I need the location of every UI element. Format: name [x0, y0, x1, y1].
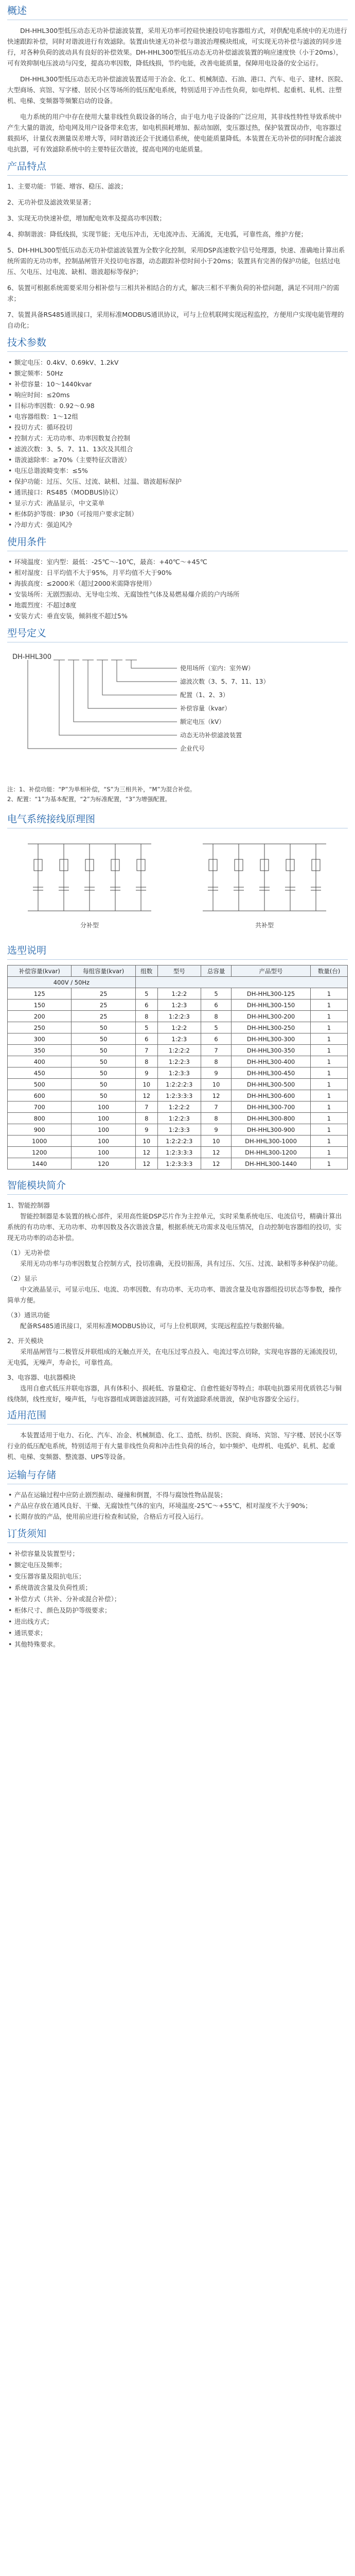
table-cell: 1	[310, 1147, 347, 1158]
param-item: • 补偿容量：10～1440kvar	[7, 379, 348, 389]
table-header: 产品型号	[232, 965, 311, 977]
wiring-right	[203, 844, 326, 911]
params-divider	[7, 351, 348, 352]
table-cell: 8	[135, 1011, 157, 1022]
feature-item: 3、实现无功快速补偿，增加配电效率及提高功率因数；	[7, 214, 166, 222]
feature-item: 5、DH-HHL300型低压动态无功补偿滤波装置为全数字化控制，采用DSP高速数字信号处理器，快速、准确地计算出系统所需的无功功率，控制晶闸管开关投切电容器，动态跟踪补偿时间小于20ms；装置具有完善的保护功能，包括过电压、欠电压、过电流、缺相、谐波超标等保护；	[7, 246, 345, 276]
table-cell: 1	[310, 1124, 347, 1136]
module-text: 智能控制器是本装置的核心部件，采用高性能DSP芯片作为主控单元，实时采集系统电压、电流信号，精确计算出系统的有功功率、无功功率、功率因数及各次谐波含量，根据系统无功需求及电压情况，自动控制电容器组的投切，实现无功功率的动态补偿。	[7, 1212, 342, 1242]
model-code-prefix: DH-HHL300	[12, 653, 52, 661]
table-cell: 1:2:3:3:3	[157, 1158, 201, 1170]
model-note	[7, 785, 348, 804]
order-section	[7, 1527, 348, 1650]
environment-item: • 地震烈度：不超过8度	[7, 600, 348, 611]
table-row	[8, 1147, 348, 1158]
features-section	[7, 160, 348, 331]
table-cell: DH-HHL300-600	[232, 1090, 311, 1101]
table-subheader: 400V / 50Hz	[8, 977, 136, 988]
module-head: （3）通讯功能	[7, 1311, 50, 1319]
table-cell: 1	[310, 1056, 347, 1067]
transport-list	[7, 1489, 348, 1522]
order-item: • 系统谐波含量及负荷性质；	[7, 1582, 348, 1594]
environment-list	[7, 556, 348, 621]
model-label: 额定电压（kV）	[180, 718, 225, 725]
overview-paragraph: 电力系统的用户中存在使用大量非线性负载设备的场合，由于电力电子设备的广泛应用，其非线性特性导致系统中产生大量的谐波，给电网及用户设备带来危害，如电机损耗增加、振动加剧，变压器过热，保护装置误动作，电容器过载损坏，计量仪表测量误差增大等，同时谐波还会干扰通信系统，使电能质量降低。本装置在无功补偿的同时配合滤波电抗器，可有效滤除系统中的主要特征次谐波，提高电网的电能质量。	[7, 113, 342, 153]
table-cell: DH-HHL300-1440	[232, 1158, 311, 1170]
table-row	[8, 1079, 348, 1090]
transport-item: • 产品在运输过程中应防止剧烈振动、碰撞和倒置，不得与腐蚀性物品混装；	[7, 1489, 348, 1500]
table-cell: 1:2:2:2:3	[157, 1136, 201, 1147]
params-title: 技术参数	[7, 337, 47, 348]
table-cell: 1:2:3	[157, 999, 201, 1011]
table-cell: 7	[201, 1045, 231, 1056]
table-cell: 120	[72, 1158, 135, 1170]
table-header: 补偿容量(kvar)	[8, 965, 72, 977]
table-cell: 1:2:2:3	[157, 1113, 201, 1124]
model-label: 配置（1、2、3）	[180, 691, 229, 699]
table-cell: 8	[201, 1113, 231, 1124]
table-cell: 25	[72, 1011, 135, 1022]
table-cell: 1:2:3:3	[157, 1124, 201, 1136]
modules-title: 智能模块简介	[7, 1180, 66, 1191]
table-cell: 1000	[8, 1136, 72, 1147]
model-code-leaders	[28, 660, 177, 749]
module-text: 采用晶闸管与二极管反并联组成的无触点开关，在电压过零点投入、电流过零点切除，实现电容器的无涌流投切，无电弧，无噪声，寿命长，可靠性高。	[7, 1348, 342, 1366]
table-title: 选型说明	[7, 945, 47, 956]
module-head: 2、开关模块	[7, 1337, 44, 1345]
application-divider	[7, 1424, 348, 1425]
wiring-diagram	[7, 834, 348, 937]
table-cell: 25	[72, 988, 135, 999]
table-cell: 12	[135, 1158, 157, 1170]
order-list	[7, 1548, 348, 1650]
table-cell: 7	[135, 1101, 157, 1113]
environment-title: 使用条件	[7, 536, 47, 548]
table-cell: 10	[201, 1136, 231, 1147]
param-item: • 保护功能：过压、欠压、过流、缺相、过温、谐波超标保护	[7, 476, 348, 487]
environment-item: • 环境温度：室内型：最低：-25℃～-10℃，最高：+40℃～+45℃	[7, 556, 348, 567]
table-cell: 1:2:2:3	[157, 1056, 201, 1067]
table-row	[8, 988, 348, 999]
table-row	[8, 1033, 348, 1045]
model-label: 补偿容量（kvar）	[180, 705, 231, 712]
table-row	[8, 1045, 348, 1056]
table-cell: 600	[8, 1090, 72, 1101]
param-item: • 显示方式：液晶显示，中文菜单	[7, 498, 348, 509]
table-cell: DH-HHL300-400	[232, 1056, 311, 1067]
table-cell: 8	[135, 1056, 157, 1067]
table-cell: 150	[8, 999, 72, 1011]
table-section	[7, 944, 348, 1170]
table-cell: 5	[201, 1022, 231, 1033]
table-cell: 800	[8, 1113, 72, 1124]
modules-section	[7, 1179, 348, 1404]
table-cell: 1:2:2:3	[157, 1011, 201, 1022]
param-item: • 冷却方式：强迫风冷	[7, 519, 348, 530]
table-cell: 1:2:2	[157, 988, 201, 999]
param-item: • 响应时间：≤20ms	[7, 389, 348, 400]
table-header: 总容量	[201, 965, 231, 977]
table-cell: 25	[72, 999, 135, 1011]
table-cell: 10	[135, 1079, 157, 1090]
environment-item: • 安装方式：垂直安装，倾斜度不超过5%	[7, 611, 348, 621]
overview-title: 概述	[7, 5, 27, 16]
table-header: 数量(台)	[310, 965, 347, 977]
table-cell: 12	[201, 1147, 231, 1158]
table-cell: 300	[8, 1033, 72, 1045]
table-subheader-blank	[135, 977, 347, 988]
param-item: • 电容器组数：1～12组	[7, 411, 348, 422]
table-divider	[7, 959, 348, 960]
table-cell: 9	[135, 1067, 157, 1079]
table-header-row	[8, 965, 348, 977]
table-cell: 12	[201, 1090, 231, 1101]
table-cell: 1	[310, 999, 347, 1011]
table-cell: DH-HHL300-450	[232, 1067, 311, 1079]
order-item: • 变压器容量及阻抗电压；	[7, 1571, 348, 1582]
table-cell: 250	[8, 1022, 72, 1033]
table-cell: 100	[72, 1147, 135, 1158]
model-label: 企业代号	[180, 745, 205, 752]
table-cell: 100	[72, 1136, 135, 1147]
table-cell: 6	[135, 999, 157, 1011]
diagram-right-caption: 共补型	[255, 922, 274, 929]
param-item: • 电压总谐波畸变率：≤5%	[7, 465, 348, 476]
feature-item: 7、装置具备RS485通讯接口，采用标准MODBUS通讯协议，可与上位机联网实现远程监控，方便用户实现电能管理的自动化；	[7, 311, 344, 329]
table-cell: 1:2:3:3:3	[157, 1090, 201, 1101]
table-cell: 50	[72, 1033, 135, 1045]
environment-item: • 安装场所：无剧烈振动、无导电尘埃、无腐蚀性气体及易燃易爆介质的户内场所	[7, 589, 348, 600]
param-item: • 谐波滤除率：≥70%（主要特征次谐波）	[7, 454, 348, 465]
order-item: • 柜体尺寸、颜色及防护等级要求；	[7, 1605, 348, 1616]
table-cell: DH-HHL300-200	[232, 1011, 311, 1022]
features-divider	[7, 175, 348, 176]
table-cell: 50	[72, 1090, 135, 1101]
table-cell: 200	[8, 1011, 72, 1022]
table-cell: 7	[201, 1101, 231, 1113]
model-label: 使用场所（室内：室外W）	[180, 665, 254, 672]
model-title: 型号定义	[7, 628, 47, 639]
transport-item: • 产品应存放在通风良好、干燥、无腐蚀性气体的室内，环境温度-25℃～+55℃，相对湿度不大于90%；	[7, 1500, 348, 1511]
wiring-left	[28, 844, 151, 911]
module-head: （1）无功补偿	[7, 1249, 50, 1257]
table-cell: 50	[72, 1045, 135, 1056]
table-cell: 50	[72, 1022, 135, 1033]
table-subheader-row	[8, 977, 348, 988]
feature-item: 4、抑制谐波：降低线损，实现节能；无电压冲击，无电流冲击、无涌流，无电弧，可靠性高，维护方便；	[7, 230, 307, 238]
table-cell: 50	[72, 1056, 135, 1067]
table-cell: 9	[201, 1124, 231, 1136]
application-title: 适用范围	[7, 1410, 47, 1421]
table-cell: 400	[8, 1056, 72, 1067]
table-cell: 1	[310, 1113, 347, 1124]
params-section	[7, 336, 348, 530]
table-cell: 1:2:3:3	[157, 1067, 201, 1079]
table-row	[8, 1124, 348, 1136]
table-cell: 900	[8, 1124, 72, 1136]
table-cell: 5	[135, 1022, 157, 1033]
table-row	[8, 1011, 348, 1022]
table-cell: 12	[135, 1147, 157, 1158]
table-cell: 9	[135, 1124, 157, 1136]
order-item: • 其他特殊要求。	[7, 1639, 348, 1650]
table-cell: 1	[310, 1045, 347, 1056]
application-section	[7, 1409, 348, 1462]
table-cell: 1	[310, 1033, 347, 1045]
table-cell: 8	[201, 1056, 231, 1067]
table-row	[8, 1113, 348, 1124]
param-item: • 投切方式：循环投切	[7, 422, 348, 433]
model-note-line: 2、配置：“1”为基本配置，“2”为标准配置，“3”为增强配置。	[7, 795, 171, 803]
param-item: • 额定电压：0.4kV、0.69kV、1.2kV	[7, 357, 348, 368]
table-cell: 1:2:3	[157, 1033, 201, 1045]
table-cell: 100	[72, 1101, 135, 1113]
table-cell: 700	[8, 1101, 72, 1113]
table-cell: 12	[135, 1090, 157, 1101]
table-cell: 6	[135, 1033, 157, 1045]
environment-item: • 海拔高度：≤2000米（超过2000米需降容使用）	[7, 578, 348, 589]
environment-section	[7, 535, 348, 621]
table-cell: 1:2:2:2	[157, 1045, 201, 1056]
order-item: • 补偿容量及装置型号；	[7, 1548, 348, 1560]
table-row	[8, 1158, 348, 1170]
table-cell: 1	[310, 1079, 347, 1090]
module-text: 采用无功功率与功率因数复合控制方式，投切准确，无投切振荡，具有过压、欠压、过流、缺相等多种保护功能。	[20, 1260, 342, 1267]
table-cell: 9	[201, 1067, 231, 1079]
table-cell: DH-HHL300-350	[232, 1045, 311, 1056]
table-cell: 1	[310, 1101, 347, 1113]
overview-paragraph: DH-HHL300型低压动态无功补偿滤波装置适用于冶金、化工、机械制造、石油、港口、汽车、电子、建材、医院、大型商场、宾馆、写字楼、居民小区等场所的低压配电系统，特别适用于冲击性负荷，如电焊机、起重机、轧机、注塑机、电梯、变频器等频繁启动的设备。	[7, 75, 347, 105]
module-text: 配备RS485通讯接口，采用标准MODBUS协议，可与上位机联网，实现远程监控与数据传输。	[20, 1322, 289, 1330]
table-cell: 1	[310, 1011, 347, 1022]
param-item: • 通讯接口：RS485（MODBUS协议）	[7, 487, 348, 498]
order-item: • 进出线方式；	[7, 1616, 348, 1628]
table-cell: DH-HHL300-125	[232, 988, 311, 999]
table-cell: 1:2:2	[157, 1022, 201, 1033]
table-cell: 8	[201, 1011, 231, 1022]
table-cell: 1:2:3:3:3	[157, 1147, 201, 1158]
param-item: • 滤波次数：3、5、7、11、13次及其组合	[7, 444, 348, 454]
order-item: • 额定电压及频率；	[7, 1560, 348, 1571]
model-label: 动态无功补偿滤波装置	[180, 732, 242, 739]
table-cell: DH-HHL300-1000	[232, 1136, 311, 1147]
transport-title: 运输与存储	[7, 1469, 57, 1481]
table-header: 每组容量(kvar)	[72, 965, 135, 977]
table-cell: 1200	[8, 1147, 72, 1158]
application-text: 本装置适用于电力、石化、汽车、冶金、机械制造、化工、造纸、纺织、医院、商场、宾馆、写字楼、居民小区等行业的低压配电系统，特别适用于有大量非线性负荷和冲击性负荷的场合，如中频炉、电焊机、电弧炉、轧机、起重机、电梯、变频器、整流器、UPS等设备。	[7, 1431, 342, 1461]
param-item: • 柜体防护等级：IP30（可按用户要求定制）	[7, 509, 348, 519]
table-cell: 5	[135, 988, 157, 999]
feature-item: 6、装置可根据系统需要采用分相补偿与三相共补相结合的方式，解决三相不平衡负荷的补偿问题，满足不同用户的需求；	[7, 284, 340, 302]
table-cell: 1	[310, 1067, 347, 1079]
param-item: • 额定频率：50Hz	[7, 368, 348, 379]
table-cell: 50	[72, 1067, 135, 1079]
feature-item: 2、无功补偿及滤波效果显著；	[7, 198, 95, 206]
table-cell: 8	[135, 1113, 157, 1124]
table-cell: 6	[201, 999, 231, 1011]
table-cell: 6	[201, 1033, 231, 1045]
table-row	[8, 1090, 348, 1101]
table-cell: 450	[8, 1067, 72, 1079]
table-cell: DH-HHL300-500	[232, 1079, 311, 1090]
table-body	[8, 988, 348, 1170]
table-cell: 100	[72, 1124, 135, 1136]
diagram-left-caption: 分补型	[80, 922, 99, 929]
table-row	[8, 1056, 348, 1067]
model-label: 滤波次数（3、5、7、11、13）	[180, 678, 270, 685]
table-row	[8, 999, 348, 1011]
table-cell: 1	[310, 1158, 347, 1170]
table-row	[8, 1136, 348, 1147]
table-cell: 100	[72, 1113, 135, 1124]
module-text: 中文液晶显示，可显示电压、电流、功率因数、有功功率、无功功率、谐波含量及电容器组投切状态等参数，操作简单方便。	[7, 1285, 342, 1304]
table-cell: 10	[201, 1079, 231, 1090]
params-list	[7, 357, 348, 530]
order-item: • 通讯要求；	[7, 1628, 348, 1639]
order-item: • 补偿方式（共补、分补或混合补偿）；	[7, 1594, 348, 1605]
transport-section	[7, 1468, 348, 1522]
module-head: 3、电容器、电抗器模块	[7, 1374, 76, 1381]
table-header: 型号	[157, 965, 201, 977]
table-cell: 1	[310, 1136, 347, 1147]
module-head: （2）显示	[7, 1275, 37, 1282]
table-row	[8, 1022, 348, 1033]
features-title: 产品特点	[7, 161, 47, 172]
model-code-diagram	[7, 648, 348, 782]
table-cell: 350	[8, 1045, 72, 1056]
table-cell: 1:2:2:2	[157, 1101, 201, 1113]
table-cell: DH-HHL300-1200	[232, 1147, 311, 1158]
model-note-line: 注：1、补偿功能：“P”为单相补偿，“S”为三相共补，“M”为混合补偿。	[7, 786, 196, 793]
table-header: 组数	[135, 965, 157, 977]
table-cell: DH-HHL300-800	[232, 1113, 311, 1124]
module-text: 选用自愈式低压并联电容器，具有体积小、损耗低、容量稳定、自愈性能好等特点；串联电抗器采用优质铁芯与铜线绕制，线性度好，噪声低，与电容器组成调谐滤波回路，可有效滤除系统谐波，保护电容器安全运行。	[7, 1384, 342, 1403]
environment-item: • 相对湿度：日平均值不大于95%，月平均值不大于90%	[7, 567, 348, 578]
table-cell: 1:2:2:2:3	[157, 1079, 201, 1090]
table-cell: DH-HHL300-700	[232, 1101, 311, 1113]
table-row	[8, 1067, 348, 1079]
feature-item: 1、主要功能：节能、增容、稳压、滤波；	[7, 182, 127, 190]
table-cell: DH-HHL300-900	[232, 1124, 311, 1136]
table-cell: 12	[201, 1158, 231, 1170]
selection-table	[7, 965, 348, 1170]
table-cell: 125	[8, 988, 72, 999]
module-head: 1、智能控制器	[7, 1201, 50, 1209]
table-cell: 7	[135, 1045, 157, 1056]
table-cell: 1440	[8, 1158, 72, 1170]
table-cell: 1	[310, 1090, 347, 1101]
overview-paragraph: DH-HHL300型低压动态无功补偿滤波装置，采用无功率可控硅快速投切电容器组方式，对供配电系统中的无功进行快速跟踪补偿，同时对谐波进行有效滤除。装置由快速无功补偿与谐波治理模块组成，可实现无功补偿与滤波的同步进行，对各种负荷的波动具有良好的补偿效果。DH-HHL300型低压动态无功补偿滤波装置的响应速度快（小于20ms），可有效抑制电压波动与闪变，提高功率因数，降低线损，节约电能，改善电能质量，保障用电设备的安全运行。	[7, 27, 347, 67]
overview-section	[7, 4, 348, 155]
param-item: • 控制方式：无功功率、功率因数复合控制	[7, 433, 348, 444]
diagram-title: 电气系统接线原理图	[7, 814, 96, 825]
table-cell: 50	[72, 1079, 135, 1090]
table-cell: DH-HHL300-250	[232, 1022, 311, 1033]
table-cell: 500	[8, 1079, 72, 1090]
table-cell: 5	[201, 988, 231, 999]
table-cell: DH-HHL300-150	[232, 999, 311, 1011]
table-cell: 1	[310, 988, 347, 999]
table-cell: DH-HHL300-300	[232, 1033, 311, 1045]
modules-divider	[7, 1194, 348, 1195]
order-title: 订货须知	[7, 1528, 47, 1539]
table-cell: 1	[310, 1022, 347, 1033]
wiring-diagram-svg	[7, 834, 348, 937]
transport-item: • 长期存放的产品，使用前应进行检查和试验，合格后方可投入运行。	[7, 1511, 348, 1522]
param-item: • 目标功率因数：0.92～0.98	[7, 400, 348, 411]
model-section	[7, 626, 348, 804]
table-cell: 10	[135, 1136, 157, 1147]
table-row	[8, 1101, 348, 1113]
model-code-svg	[7, 648, 348, 782]
diagram-section	[7, 812, 348, 937]
